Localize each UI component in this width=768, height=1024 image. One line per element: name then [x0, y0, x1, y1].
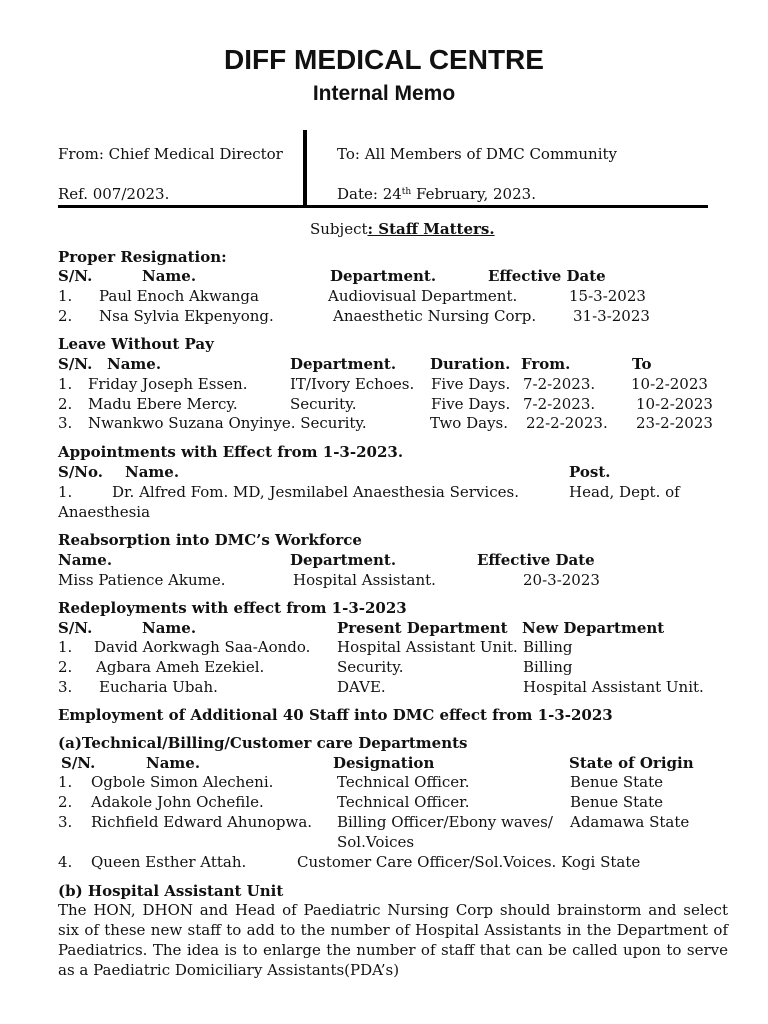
table-header: To [632, 355, 652, 373]
table-cell: 1. [58, 483, 73, 501]
table-header: Name. [142, 619, 197, 637]
table-cell: Ogbole Simon Alecheni. [91, 773, 274, 791]
section-heading-appointments: Appointments with Effect from 1-3-2023. [58, 443, 404, 461]
table-cell: 15-3-2023 [569, 287, 646, 305]
table-header: Department. [290, 551, 397, 569]
table-cell: 7-2-2023. [523, 395, 596, 413]
table-cell: Nwankwo Suzana Onyinye. Security. [88, 414, 367, 432]
table-header: Name. [107, 355, 162, 373]
table-cell: 31-3-2023 [573, 307, 650, 325]
table-cell: 3. [58, 414, 73, 432]
table-header: S/N. [61, 754, 96, 772]
table-cell: Head, Dept. of [569, 483, 680, 501]
table-header: Name. [58, 551, 113, 569]
memo-from: From: Chief Medical Director [58, 145, 283, 163]
table-header: Post. [569, 463, 611, 481]
table-cell: Anaesthetic Nursing Corp. [333, 307, 537, 325]
table-cell: Nsa Sylvia Ekpenyong. [99, 307, 274, 325]
memo-date: Date: 24th February, 2023. [337, 185, 536, 203]
table-header: Department. [330, 267, 437, 285]
table-cell: Sol.Voices [337, 833, 415, 851]
table-cell: 2. [58, 658, 73, 676]
table-header: State of Origin [569, 754, 694, 772]
table-cell: Anaesthesia [58, 503, 151, 521]
table-cell: Richfield Edward Ahunopwa. [91, 813, 313, 831]
table-cell: Customer Care Officer/Sol.Voices. Kogi State [297, 853, 641, 871]
table-cell: IT/Ivory Echoes. [290, 375, 415, 393]
table-cell: Adakole John Ochefile. [91, 793, 264, 811]
table-cell: Agbara Ameh Ezekiel. [96, 658, 265, 676]
section-heading-reabsorption: Reabsorption into DMC’s Workforce [58, 531, 362, 549]
memo-to: To: All Members of DMC Community [337, 145, 618, 163]
memo-divider-horizontal [58, 205, 708, 208]
table-cell: Friday Joseph Essen. [88, 375, 248, 393]
table-cell: 10-2-2023 [636, 395, 713, 413]
table-cell: 22-2-2023. [526, 414, 608, 432]
section-heading-employment: Employment of Additional 40 Staff into DMC effect from 1-3-2023 [58, 706, 613, 724]
memo-subject: Subject: Staff Matters. [310, 220, 495, 238]
table-cell: Hospital Assistant Unit. [337, 638, 518, 656]
table-cell: Five Days. [431, 395, 511, 413]
table-cell: Technical Officer. [337, 773, 470, 791]
table-header: New Department [522, 619, 665, 637]
table-header: Name. [146, 754, 201, 772]
table-cell: Hospital Assistant Unit. [523, 678, 704, 696]
subsection-heading-technical: (a)Technical/Billing/Customer care Departments [58, 734, 468, 752]
table-cell: Billing [523, 638, 573, 656]
table-cell: 2. [58, 395, 73, 413]
table-header: S/N. [58, 267, 93, 285]
table-header: Effective Date [488, 267, 606, 285]
table-cell: Madu Ebere Mercy. [88, 395, 238, 413]
table-header: Present Department [337, 619, 508, 637]
table-cell: Miss Patience Akume. [58, 571, 226, 589]
table-header: S/N. [58, 619, 93, 637]
page-title: DIFF MEDICAL CENTRE [224, 44, 544, 75]
table-header: S/No. [58, 463, 103, 481]
table-cell: 2. [58, 307, 73, 325]
memo-divider-vertical [303, 130, 307, 207]
table-header: Effective Date [477, 551, 595, 569]
body-paragraph: The HON, DHON and Head of Paediatric Nursing Corp should brainstorm and select six of these new staff to add to the number of Hospital Assistants in the Department of Paediatrics. The idea is to enlarge the number of staff that can be called upon to serve as a Paediatric Domiciliary Assistants(PDA’s) [58, 901, 728, 979]
table-cell: Benue State [570, 773, 664, 791]
table-cell: 10-2-2023 [631, 375, 708, 393]
table-cell: 1. [58, 773, 73, 791]
table-header: Duration. [430, 355, 511, 373]
table-cell: Billing [523, 658, 573, 676]
table-header: Name. [125, 463, 180, 481]
table-cell: Two Days. [430, 414, 509, 432]
table-cell: 20-3-2023 [523, 571, 600, 589]
table-cell: 7-2-2023. [523, 375, 596, 393]
table-cell: DAVE. [337, 678, 386, 696]
section-heading-leave: Leave Without Pay [58, 335, 214, 353]
table-cell: Queen Esther Attah. [91, 853, 247, 871]
memo-ref: Ref. 007/2023. [58, 185, 170, 203]
table-cell: 4. [58, 853, 73, 871]
table-cell: Technical Officer. [337, 793, 470, 811]
table-header: Name. [142, 267, 197, 285]
table-header: Department. [290, 355, 397, 373]
table-cell: Paul Enoch Akwanga [99, 287, 259, 305]
section-heading-redeployments: Redeployments with effect from 1-3-2023 [58, 599, 407, 617]
table-cell: Security. [337, 658, 404, 676]
table-cell: 1. [58, 375, 73, 393]
table-cell: Benue State [570, 793, 664, 811]
table-cell: 1. [58, 287, 73, 305]
table-cell: 2. [58, 793, 73, 811]
table-cell: Adamawa State [570, 813, 690, 831]
table-cell: 3. [58, 678, 73, 696]
table-cell: Security. [290, 395, 357, 413]
table-cell: David Aorkwagh Saa-Aondo. [94, 638, 311, 656]
table-cell: Audiovisual Department. [328, 287, 518, 305]
table-cell: Dr. Alfred Fom. MD, Jesmilabel Anaesthesia Services. [112, 483, 519, 501]
table-cell: 3. [58, 813, 73, 831]
table-header: From. [521, 355, 571, 373]
table-cell: Billing Officer/Ebony waves/ [337, 813, 553, 831]
table-header: S/N. [58, 355, 93, 373]
table-cell: 23-2-2023 [636, 414, 713, 432]
table-cell: Five Days. [431, 375, 511, 393]
table-header: Designation [333, 754, 435, 772]
table-cell: Eucharia Ubah. [99, 678, 218, 696]
section-heading-resignation: Proper Resignation: [58, 248, 227, 266]
table-cell: 1. [58, 638, 73, 656]
page-subtitle: Internal Memo [312, 82, 456, 105]
subsection-heading-hospital-assistant: (b) Hospital Assistant Unit [58, 882, 284, 900]
table-cell: Hospital Assistant. [293, 571, 436, 589]
